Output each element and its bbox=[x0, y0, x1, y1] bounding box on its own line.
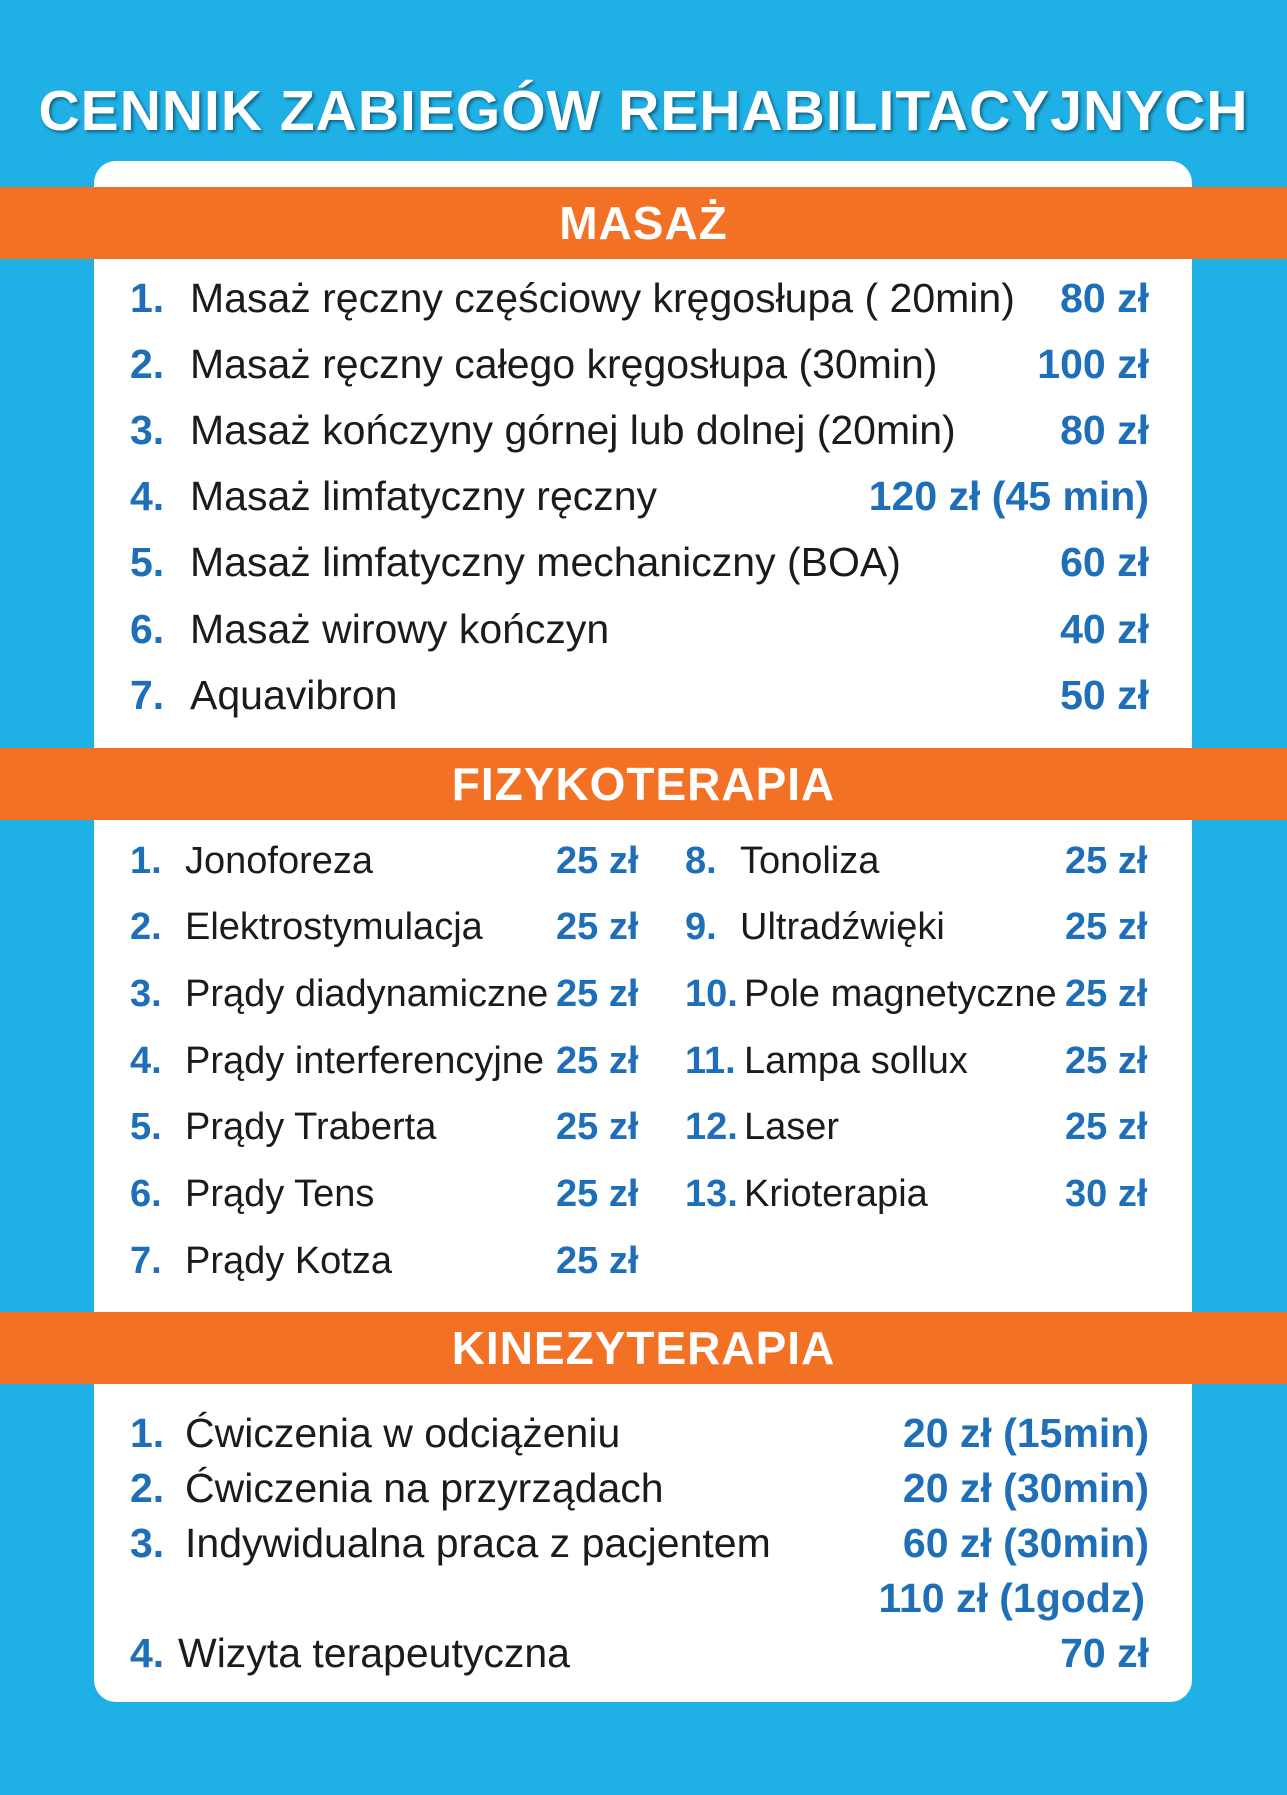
fizykoterapia-row bbox=[0, 961, 1287, 1027]
item-price: 25 zł bbox=[556, 1173, 639, 1215]
item-label: Ćwiczenia na przyrządach bbox=[185, 1465, 664, 1511]
item-number: 6. bbox=[130, 606, 165, 652]
section-header-kinezyterapia: KINEZYTERAPIA bbox=[0, 1312, 1287, 1384]
item-label: Indywidualna praca z pacjentem bbox=[185, 1520, 771, 1566]
kinezyterapia-row bbox=[0, 1570, 1287, 1626]
item-label: Jonoforeza bbox=[185, 840, 374, 882]
section-header-fizykoterapia: FIZYKOTERAPIA bbox=[0, 748, 1287, 820]
item-label: Prądy interferencyjne bbox=[185, 1040, 545, 1082]
fizykoterapia-row bbox=[0, 894, 1287, 960]
item-number: 3. bbox=[130, 973, 162, 1015]
page-title: CENNIK ZABIEGÓW REHABILITACYJNYCH bbox=[38, 79, 1249, 143]
item-number: 13. bbox=[685, 1173, 738, 1215]
fizykoterapia-row bbox=[0, 1161, 1287, 1227]
masaz-row bbox=[0, 529, 1287, 595]
item-number: 4. bbox=[130, 1630, 165, 1676]
item-label: Masaż ręczny całego kręgosłupa (30min) bbox=[190, 341, 938, 387]
item-price: 80 zł bbox=[1060, 407, 1149, 453]
masaz-row bbox=[0, 397, 1287, 463]
item-label: Pole magnetyczne bbox=[744, 973, 1057, 1015]
item-price: 25 zł bbox=[1065, 1106, 1148, 1148]
item-label: Masaż limfatyczny mechaniczny (BOA) bbox=[190, 539, 901, 585]
item-price: 25 zł bbox=[556, 1106, 639, 1148]
item-label: Ultradźwięki bbox=[740, 906, 945, 948]
item-number: 3. bbox=[130, 1520, 165, 1566]
item-label: Lampa sollux bbox=[744, 1040, 968, 1082]
item-price: 25 zł bbox=[556, 906, 639, 948]
item-price: 25 zł bbox=[1065, 840, 1148, 882]
item-label: Elektrostymulacja bbox=[185, 906, 483, 948]
item-label: Prądy diadynamiczne bbox=[185, 973, 549, 1015]
item-number: 2. bbox=[130, 341, 165, 387]
fizykoterapia-row bbox=[0, 1094, 1287, 1160]
item-label: Masaż limfatyczny ręczny bbox=[190, 473, 658, 519]
item-price: 110 zł (1godz) bbox=[878, 1575, 1145, 1621]
fizykoterapia-row bbox=[0, 828, 1287, 894]
fizykoterapia-row bbox=[0, 1028, 1287, 1094]
item-label: Tonoliza bbox=[740, 840, 880, 882]
kinezyterapia-row bbox=[0, 1405, 1287, 1461]
item-number: 6. bbox=[130, 1173, 162, 1215]
masaz-row bbox=[0, 662, 1287, 728]
item-price: 120 zł (45 min) bbox=[868, 473, 1149, 519]
item-number: 7. bbox=[130, 1240, 162, 1282]
masaz-row bbox=[0, 331, 1287, 397]
item-number: 5. bbox=[130, 1106, 162, 1148]
item-number: 12. bbox=[685, 1106, 738, 1148]
item-number: 3. bbox=[130, 407, 165, 453]
item-price: 30 zł bbox=[1065, 1173, 1148, 1215]
kinezyterapia-row bbox=[0, 1460, 1287, 1516]
item-price: 60 zł (30min) bbox=[902, 1520, 1149, 1566]
masaz-row bbox=[0, 463, 1287, 529]
item-price: 50 zł bbox=[1060, 672, 1149, 718]
item-price: 25 zł bbox=[1065, 1040, 1148, 1082]
item-number: 4. bbox=[130, 473, 165, 519]
item-label: Masaż kończyny górnej lub dolnej (20min) bbox=[190, 407, 956, 453]
item-number: 4. bbox=[130, 1040, 162, 1082]
item-label: Ćwiczenia w odciążeniu bbox=[185, 1410, 621, 1456]
kinezyterapia-row bbox=[0, 1515, 1287, 1571]
item-price: 25 zł bbox=[556, 973, 639, 1015]
item-number: 10. bbox=[685, 973, 738, 1015]
item-number: 7. bbox=[130, 672, 165, 718]
item-label: Prądy Kotza bbox=[185, 1240, 392, 1282]
item-price: 40 zł bbox=[1060, 606, 1149, 652]
item-price: 100 zł bbox=[1037, 341, 1149, 387]
item-number: 11. bbox=[685, 1040, 736, 1082]
item-label: Masaż ręczny częściowy kręgosłupa ( 20min) bbox=[190, 275, 1015, 321]
item-number: 2. bbox=[130, 1465, 165, 1511]
item-number: 9. bbox=[685, 906, 717, 948]
item-label: Laser bbox=[744, 1106, 840, 1148]
item-label: Wizyta terapeutyczna bbox=[178, 1630, 570, 1676]
kinezyterapia-row bbox=[0, 1625, 1287, 1681]
item-number: 5. bbox=[130, 539, 165, 585]
item-number: 1. bbox=[130, 1410, 165, 1456]
item-price: 25 zł bbox=[1065, 973, 1148, 1015]
item-label: Prądy Tens bbox=[185, 1173, 375, 1215]
item-price: 20 zł (30min) bbox=[902, 1465, 1149, 1511]
item-label: Krioterapia bbox=[744, 1173, 928, 1215]
item-price: 25 zł bbox=[556, 1040, 639, 1082]
item-number: 8. bbox=[685, 840, 717, 882]
item-number: 1. bbox=[130, 840, 162, 882]
item-number: 1. bbox=[130, 275, 165, 321]
item-price: 25 zł bbox=[1065, 906, 1148, 948]
item-label: Prądy Traberta bbox=[185, 1106, 437, 1148]
masaz-row bbox=[0, 596, 1287, 662]
item-price: 25 zł bbox=[556, 840, 639, 882]
item-price: 80 zł bbox=[1060, 275, 1149, 321]
item-price: 70 zł bbox=[1060, 1630, 1149, 1676]
item-price: 20 zł (15min) bbox=[902, 1410, 1149, 1456]
section-header-masaz: MASAŻ bbox=[0, 187, 1287, 259]
fizykoterapia-row bbox=[0, 1228, 1287, 1294]
item-number: 2. bbox=[130, 906, 162, 948]
item-label: Aquavibron bbox=[190, 672, 398, 718]
item-price: 25 zł bbox=[556, 1240, 639, 1282]
masaz-row bbox=[0, 265, 1287, 331]
item-label: Masaż wirowy kończyn bbox=[190, 606, 610, 652]
item-price: 60 zł bbox=[1060, 539, 1149, 585]
